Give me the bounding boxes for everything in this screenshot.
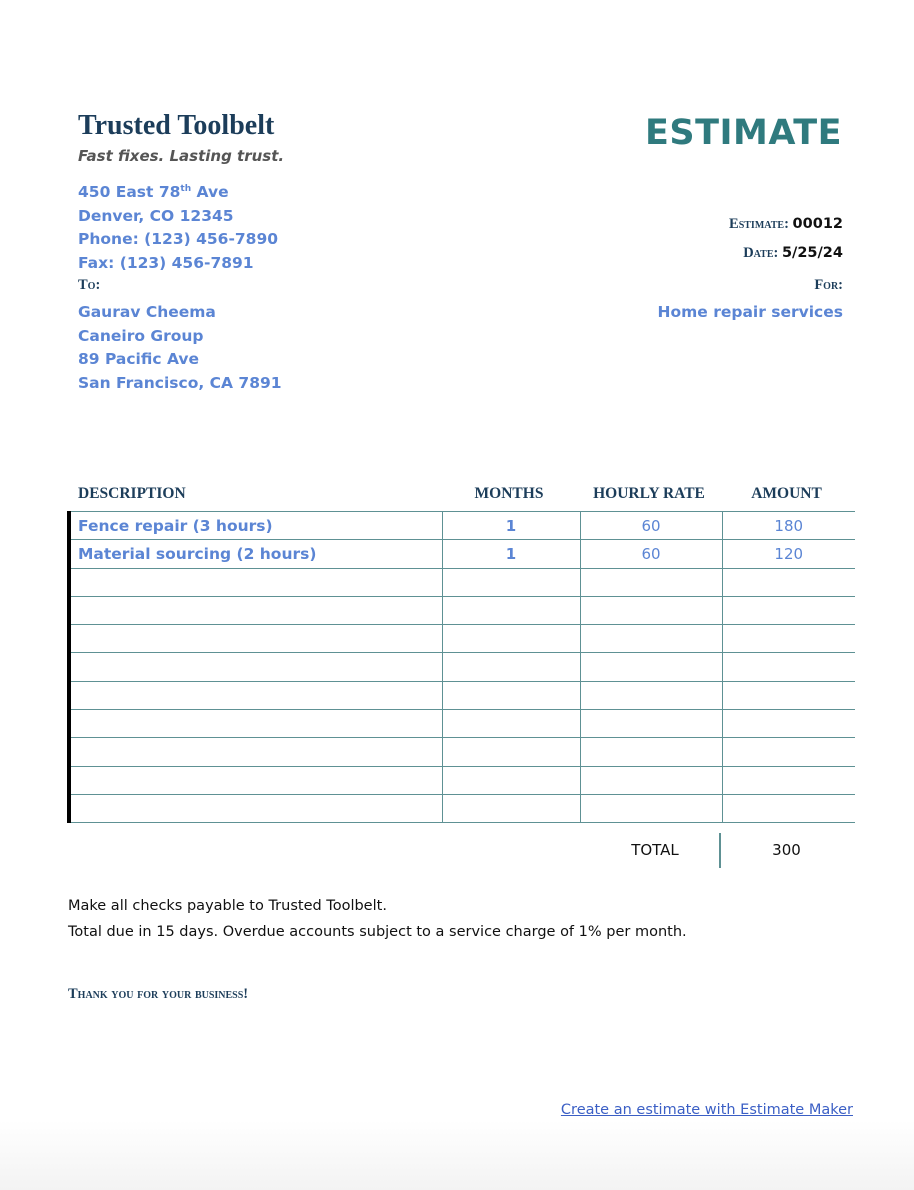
client-name: Gaurav Cheema bbox=[78, 303, 216, 321]
row-amount bbox=[722, 794, 855, 822]
row-amount bbox=[722, 738, 855, 766]
row-rate bbox=[580, 653, 722, 681]
header-hourly-rate: HOURLY RATE bbox=[593, 485, 705, 502]
row-description bbox=[69, 681, 442, 709]
row-amount bbox=[722, 596, 855, 624]
total-value: 300 bbox=[772, 841, 801, 859]
table-row bbox=[69, 766, 855, 794]
row-rate: 60 bbox=[580, 540, 722, 568]
table-row bbox=[69, 738, 855, 766]
table-row bbox=[69, 653, 855, 681]
row-description bbox=[69, 596, 442, 624]
header-months: MONTHS bbox=[474, 485, 544, 502]
row-description bbox=[69, 625, 442, 653]
row-amount bbox=[722, 653, 855, 681]
estimate-number-row bbox=[729, 216, 843, 233]
company-phone: Phone: (123) 456-7890 bbox=[78, 230, 279, 248]
table-row bbox=[69, 596, 855, 624]
company-name: Trusted Toolbelt bbox=[78, 110, 275, 141]
row-rate bbox=[580, 710, 722, 738]
row-rate bbox=[580, 766, 722, 794]
row-months bbox=[442, 625, 580, 653]
row-description bbox=[69, 794, 442, 822]
table-row bbox=[69, 568, 855, 596]
table-row bbox=[69, 681, 855, 709]
row-months bbox=[442, 794, 580, 822]
row-amount bbox=[722, 568, 855, 596]
row-rate bbox=[580, 681, 722, 709]
client-address bbox=[78, 301, 282, 395]
row-months bbox=[442, 710, 580, 738]
total-label: TOTAL bbox=[631, 841, 679, 859]
row-rate bbox=[580, 596, 722, 624]
row-months: 1 bbox=[442, 540, 580, 568]
company-tagline: Fast fixes. Lasting trust. bbox=[78, 147, 285, 165]
terms-note: Total due in 15 days. Overdue accounts subject to a service charge of 1% per month. bbox=[68, 924, 687, 940]
row-description bbox=[69, 766, 442, 794]
row-rate bbox=[580, 625, 722, 653]
estimate-number: 00012 bbox=[792, 216, 843, 232]
company-city: Denver, CO 12345 bbox=[78, 206, 234, 225]
header-description: DESCRIPTION bbox=[78, 485, 186, 502]
line-items-table bbox=[67, 511, 855, 823]
thank-you-note: Thank you for your business! bbox=[68, 986, 249, 1002]
row-months bbox=[442, 681, 580, 709]
row-rate bbox=[580, 568, 722, 596]
row-rate bbox=[580, 794, 722, 822]
company-address bbox=[78, 181, 278, 275]
client-street: 89 Pacific Ave bbox=[78, 350, 200, 368]
row-amount bbox=[722, 625, 855, 653]
row-rate: 60 bbox=[580, 512, 722, 540]
for-value: Home repair services bbox=[657, 303, 843, 321]
row-description bbox=[69, 710, 442, 738]
row-months bbox=[442, 568, 580, 596]
date-value: 5/25/24 bbox=[781, 245, 843, 261]
row-description: Material sourcing (2 hours) bbox=[69, 540, 442, 568]
row-amount: 180 bbox=[722, 512, 855, 540]
row-amount bbox=[722, 681, 855, 709]
table-row bbox=[69, 710, 855, 738]
company-street: 450 East 78th Ave bbox=[78, 183, 229, 201]
to-label: To: bbox=[78, 277, 101, 293]
row-amount bbox=[722, 710, 855, 738]
header-amount: AMOUNT bbox=[751, 485, 822, 502]
date-label: Date: bbox=[743, 245, 779, 261]
date-row bbox=[743, 245, 843, 262]
row-months bbox=[442, 596, 580, 624]
row-description: Fence repair (3 hours) bbox=[69, 512, 442, 540]
row-months bbox=[442, 766, 580, 794]
for-label: For: bbox=[814, 277, 843, 293]
payable-note: Make all checks payable to Trusted Toolbelt. bbox=[68, 898, 387, 914]
table-row bbox=[69, 512, 855, 540]
company-fax: Fax: (123) 456-7891 bbox=[78, 253, 254, 272]
row-rate bbox=[580, 738, 722, 766]
estimate-number-label: Estimate: bbox=[729, 216, 789, 232]
row-months: 1 bbox=[442, 512, 580, 540]
client-company: Caneiro Group bbox=[78, 326, 204, 345]
table-row bbox=[69, 794, 855, 822]
row-amount: 120 bbox=[722, 540, 855, 568]
table-row bbox=[69, 540, 855, 568]
row-description bbox=[69, 738, 442, 766]
document-title: ESTIMATE bbox=[645, 113, 842, 153]
table-row bbox=[69, 625, 855, 653]
row-amount bbox=[722, 766, 855, 794]
row-months bbox=[442, 738, 580, 766]
estimate-maker-link[interactable]: Create an estimate with Estimate Maker bbox=[560, 1102, 853, 1118]
row-description bbox=[69, 568, 442, 596]
client-city: San Francisco, CA 7891 bbox=[78, 373, 282, 392]
row-description bbox=[69, 653, 442, 681]
row-months bbox=[442, 653, 580, 681]
